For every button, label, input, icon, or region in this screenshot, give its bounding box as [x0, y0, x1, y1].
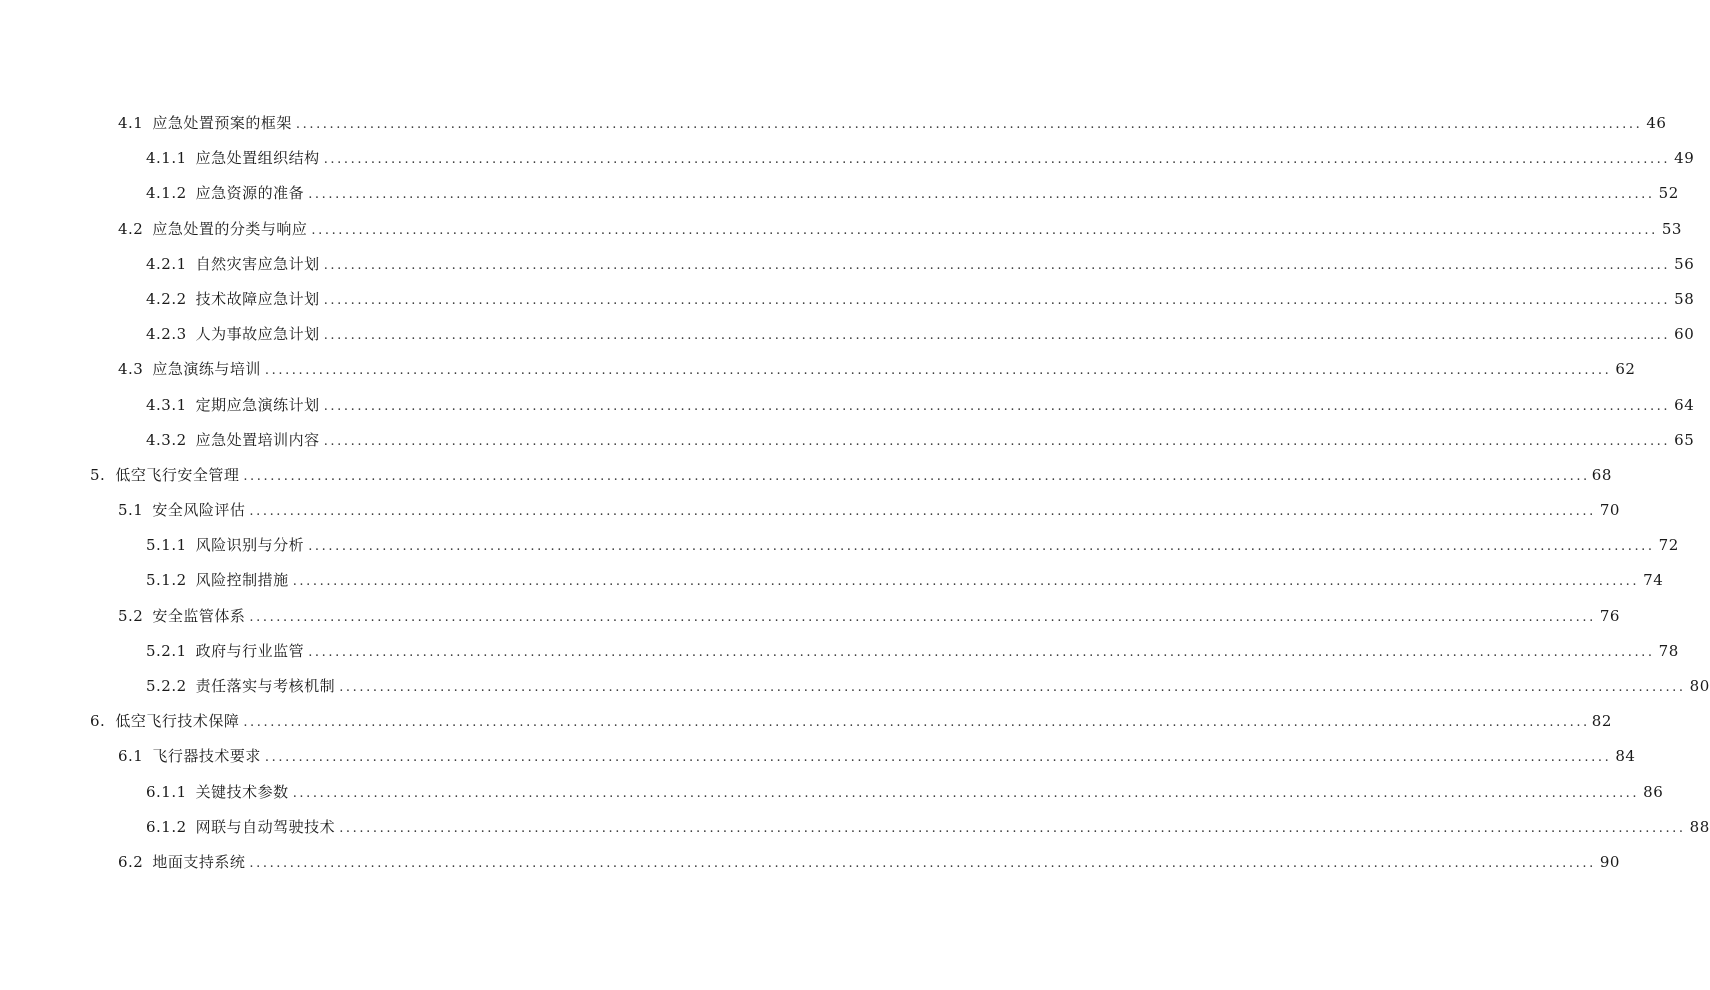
toc-leader-dots: ........................................................................................................................................................................................................	[323, 433, 1671, 449]
toc-entry[interactable]	[0, 493, 1620, 528]
table-of-contents	[0, 106, 1710, 880]
toc-leader-dots: ........................................................................................................................................................................................................	[339, 820, 1686, 836]
toc-entry[interactable]	[0, 247, 1695, 282]
toc-entry[interactable]	[0, 141, 1695, 176]
toc-entry-page: 62	[1615, 360, 1636, 379]
toc-entry-page: 46	[1646, 114, 1667, 132]
toc-entry-number: 4.3.2	[146, 430, 187, 449]
toc-entry[interactable]	[0, 317, 1695, 352]
toc-entry[interactable]	[0, 458, 1612, 493]
toc-entry[interactable]	[0, 563, 1664, 598]
toc-entry-page: 49	[1674, 149, 1695, 168]
toc-entry[interactable]	[0, 845, 1620, 880]
toc-entry-page: 72	[1658, 536, 1679, 555]
toc-entry[interactable]	[0, 810, 1710, 845]
toc-entry-page: 68	[1591, 465, 1612, 484]
toc-entry-title: 责任落实与考核机制	[195, 677, 336, 695]
toc-entry-number: 5.1.2	[146, 571, 187, 590]
toc-leader-dots: ........................................................................................................................................................................................................	[339, 680, 1686, 695]
toc-leader-dots: ........................................................................................................................................................................................................	[323, 328, 1671, 344]
toc-entry-number: 6.2	[118, 852, 144, 871]
toc-entry[interactable]	[0, 282, 1695, 317]
toc-entry-number: 5.2	[118, 606, 144, 625]
toc-entry-page: 74	[1643, 571, 1664, 590]
toc-entry[interactable]	[0, 599, 1620, 634]
toc-entry-title: 安全风险评估	[152, 501, 246, 520]
toc-entry[interactable]	[0, 669, 1710, 704]
toc-leader-dots: ........................................................................................................................................................................................................	[292, 785, 1640, 801]
toc-entry-number: 5.2.1	[146, 641, 187, 660]
toc-entry[interactable]	[0, 176, 1679, 211]
toc-entry-number: 5.	[90, 465, 106, 484]
toc-entry-page: 76	[1599, 606, 1620, 625]
toc-leader-dots: ........................................................................................................................................................................................................	[295, 117, 1643, 132]
toc-entry-title: 飞行器技术要求	[152, 747, 261, 766]
toc-entry[interactable]	[0, 634, 1679, 669]
toc-leader-dots: ........................................................................................................................................................................................................	[243, 468, 1590, 484]
toc-entry-number: 6.	[90, 712, 106, 731]
toc-entry-page: 60	[1674, 325, 1695, 344]
toc-entry[interactable]	[0, 775, 1664, 810]
toc-entry-number: 4.1.2	[146, 184, 187, 203]
toc-entry-number: 4.2.3	[146, 325, 187, 344]
toc-entry-title: 安全监管体系	[152, 606, 246, 625]
toc-entry-number: 4.2	[118, 219, 144, 238]
toc-entry[interactable]	[0, 388, 1695, 423]
toc-entry[interactable]	[0, 423, 1695, 458]
toc-entry-page: 86	[1643, 782, 1664, 801]
toc-leader-dots: ........................................................................................................................................................................................................	[264, 363, 1612, 379]
toc-entry-number: 4.3.1	[146, 395, 187, 414]
toc-leader-dots: ........................................................................................................................................................................................................	[323, 152, 1671, 168]
toc-entry-title: 应急处置培训内容	[195, 430, 320, 449]
toc-entry-page: 78	[1658, 641, 1679, 660]
toc-entry-title: 应急处置的分类与响应	[152, 219, 308, 238]
toc-leader-dots: ........................................................................................................................................................................................................	[243, 715, 1590, 731]
toc-entry[interactable]	[0, 212, 1682, 247]
toc-leader-dots: ........................................................................................................................................................................................................	[323, 292, 1671, 308]
toc-entry-title: 低空飞行技术保障	[115, 712, 240, 731]
toc-entry-page: 56	[1674, 254, 1695, 273]
toc-entry-title: 技术故障应急计划	[195, 289, 320, 308]
toc-entry-number: 5.2.2	[146, 677, 187, 695]
toc-entry-page: 65	[1674, 430, 1695, 449]
toc-entry[interactable]	[0, 352, 1636, 387]
toc-leader-dots: ........................................................................................................................................................................................................	[249, 855, 1596, 871]
toc-entry-number: 4.3	[118, 360, 144, 379]
toc-entry-title: 定期应急演练计划	[195, 395, 320, 414]
toc-entry-title: 网联与自动驾驶技术	[195, 817, 336, 836]
toc-entry-title: 关键技术参数	[195, 782, 289, 801]
toc-leader-dots: ........................................................................................................................................................................................................	[308, 539, 1655, 555]
toc-entry-page: 88	[1689, 817, 1710, 836]
toc-entry[interactable]	[0, 739, 1636, 774]
toc-entry-page: 90	[1599, 852, 1620, 871]
toc-entry-page: 70	[1599, 501, 1620, 520]
toc-entry-title: 低空飞行安全管理	[115, 465, 240, 484]
toc-leader-dots: ........................................................................................................................................................................................................	[308, 187, 1655, 203]
toc-leader-dots: ........................................................................................................................................................................................................	[292, 574, 1640, 590]
toc-leader-dots: ........................................................................................................................................................................................................	[264, 750, 1612, 766]
toc-entry-number: 6.1.1	[146, 782, 187, 801]
toc-entry-page: 58	[1674, 289, 1695, 308]
toc-entry-title: 政府与行业监管	[195, 641, 305, 660]
toc-entry-title: 应急资源的准备	[195, 184, 305, 203]
toc-entry-title: 人为事故应急计划	[195, 325, 320, 344]
toc-entry-title: 地面支持系统	[152, 852, 246, 871]
toc-entry-number: 5.1	[118, 501, 144, 520]
toc-entry[interactable]	[0, 704, 1612, 739]
toc-entry-number: 4.2.1	[146, 254, 187, 273]
toc-leader-dots: ........................................................................................................................................................................................................	[323, 398, 1671, 414]
toc-entry-title: 应急处置组织结构	[195, 149, 320, 168]
toc-entry-page: 80	[1689, 677, 1710, 695]
toc-leader-dots: ........................................................................................................................................................................................................	[249, 504, 1596, 520]
toc-entry-page: 64	[1674, 395, 1695, 414]
toc-entry-number: 6.1.2	[146, 817, 187, 836]
toc-entry-number: 6.1	[118, 747, 144, 766]
toc-entry-title: 应急处置预案的框架	[152, 114, 292, 132]
toc-entry-page: 82	[1591, 712, 1612, 731]
toc-entry-number: 4.1	[118, 114, 144, 132]
toc-entry-number: 5.1.1	[146, 536, 187, 555]
toc-entry[interactable]	[0, 528, 1679, 563]
toc-leader-dots: ........................................................................................................................................................................................................	[249, 609, 1596, 625]
toc-leader-dots: ........................................................................................................................................................................................................	[323, 257, 1671, 273]
toc-leader-dots: ........................................................................................................................................................................................................	[308, 644, 1655, 660]
toc-entry-page: 53	[1661, 219, 1682, 238]
toc-leader-dots: ........................................................................................................................................................................................................	[311, 222, 1658, 238]
toc-entry-title: 自然灾害应急计划	[195, 254, 320, 273]
toc-entry-page: 52	[1658, 184, 1679, 203]
toc-entry-title: 应急演练与培训	[152, 360, 261, 379]
toc-entry-title: 风险识别与分析	[195, 536, 305, 555]
toc-entry-page: 84	[1615, 747, 1636, 766]
toc-entry-number: 4.1.1	[146, 149, 187, 168]
toc-entry-number: 4.2.2	[146, 289, 187, 308]
toc-entry[interactable]	[0, 106, 1667, 141]
toc-entry-title: 风险控制措施	[195, 571, 289, 590]
